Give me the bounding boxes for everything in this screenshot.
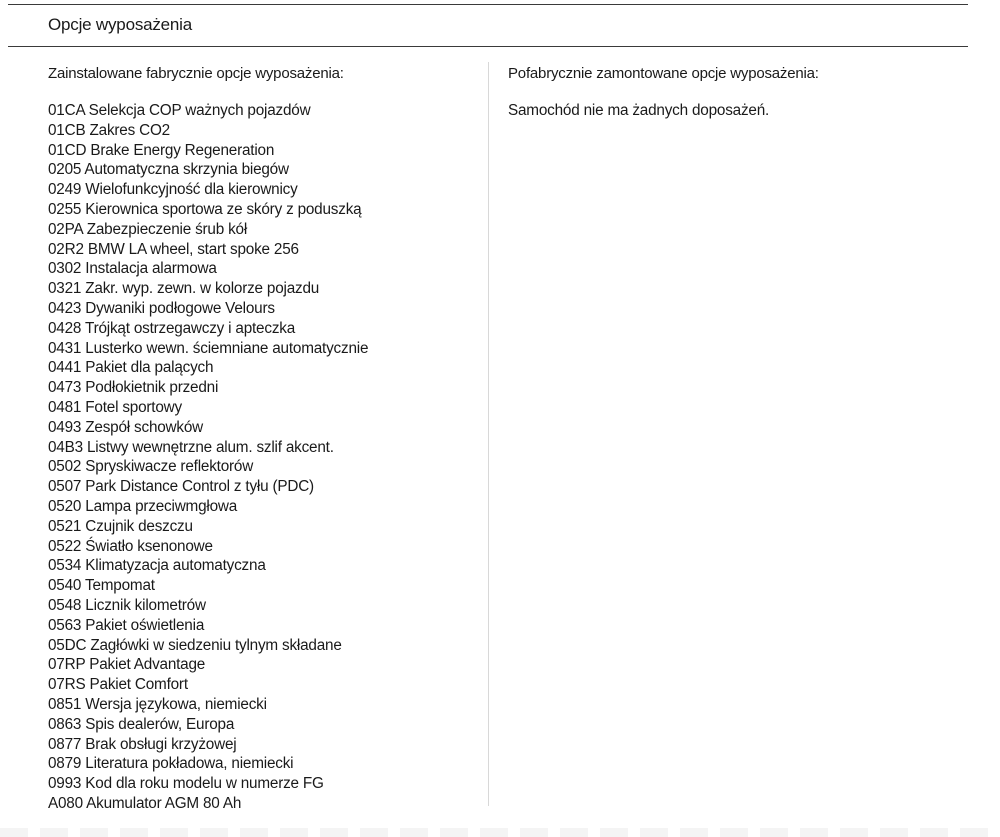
factory-option-item: 0534 Klimatyzacja automatyczna xyxy=(48,557,266,575)
factory-option-item: 02PA Zabezpieczenie śrub kół xyxy=(48,220,248,238)
factory-option-item: 07RS Pakiet Comfort xyxy=(48,676,188,694)
factory-option-item: 0431 Lusterko wewn. ściemniane automatycznie xyxy=(48,339,369,357)
factory-options-list xyxy=(48,101,468,814)
no-aftermarket-options-text: Samochód nie ma żadnych doposażeń. xyxy=(508,102,770,119)
header-divider xyxy=(8,46,968,47)
column-divider xyxy=(488,62,489,806)
factory-option-item: 0205 Automatyczna skrzynia biegów xyxy=(48,161,289,179)
factory-option-item: 05DC Zagłówki w siedzeniu tylnym składane xyxy=(48,636,342,654)
factory-option-item: 01CD Brake Energy Regeneration xyxy=(48,141,275,159)
factory-option-item: 07RP Pakiet Advantage xyxy=(48,656,206,674)
factory-option-item: 0548 Licznik kilometrów xyxy=(48,596,206,614)
factory-option-item: 01CA Selekcja COP ważnych pojazdów xyxy=(48,102,311,119)
factory-option-item: 0502 Spryskiwacze reflektorów xyxy=(48,458,254,476)
factory-option-item: 0563 Pakiet oświetlenia xyxy=(48,616,205,634)
aftermarket-options-column xyxy=(508,64,948,121)
factory-option-item: 01CB Zakres CO2 xyxy=(48,121,170,139)
factory-option-item: 0993 Kod dla roku modelu w numerze FG xyxy=(48,775,324,793)
bottom-strip xyxy=(0,828,1000,837)
factory-option-item: 0321 Zakr. wyp. zewn. w kolorze pojazdu xyxy=(48,280,320,298)
factory-option-item: 0441 Pakiet dla palących xyxy=(48,359,214,377)
factory-option-item: 0473 Podłokietnik przedni xyxy=(48,379,219,397)
factory-option-item: 0507 Park Distance Control z tyłu (PDC) xyxy=(48,478,314,496)
factory-option-item: 0428 Trójkąt ostrzegawczy i apteczka xyxy=(48,319,296,337)
factory-option-item: 0481 Fotel sportowy xyxy=(48,398,182,416)
factory-option-item: 0863 Spis dealerów, Europa xyxy=(48,715,235,733)
factory-option-item: 0302 Instalacja alarmowa xyxy=(48,260,217,278)
factory-option-item: 0879 Literatura pokładowa, niemiecki xyxy=(48,755,294,773)
factory-option-item: 0493 Zespół schowków xyxy=(48,418,204,436)
factory-option-item: 02R2 BMW LA wheel, start spoke 256 xyxy=(48,240,299,258)
factory-option-item: 0521 Czujnik deszczu xyxy=(48,517,193,535)
factory-options-heading: Zainstalowane fabrycznie opcje wyposażenia: xyxy=(48,65,344,82)
section-header xyxy=(0,5,968,47)
factory-option-item: 0877 Brak obsługi krzyżowej xyxy=(48,735,237,753)
factory-option-item: 0249 Wielofunkcyjność dla kierownicy xyxy=(48,181,298,199)
factory-option-item: 0520 Lampa przeciwmgłowa xyxy=(48,497,238,515)
factory-option-item: 0540 Tempomat xyxy=(48,577,155,595)
factory-options-column xyxy=(48,64,468,814)
factory-option-item: 04B3 Listwy wewnętrzne alum. szlif akcent. xyxy=(48,438,334,456)
factory-option-item: 0255 Kierownica sportowa ze skóry z poduszką xyxy=(48,200,362,218)
factory-option-item: 0851 Wersja językowa, niemiecki xyxy=(48,695,267,713)
factory-option-item: 0522 Światło ksenonowe xyxy=(48,537,213,555)
aftermarket-options-heading: Pofabrycznie zamontowane opcje wyposażenia: xyxy=(508,65,819,82)
factory-option-item: 0423 Dywaniki podłogowe Velours xyxy=(48,299,275,317)
factory-option-item: A080 Akumulator AGM 80 Ah xyxy=(48,794,242,812)
section-title: Opcje wyposażenia xyxy=(48,15,193,34)
